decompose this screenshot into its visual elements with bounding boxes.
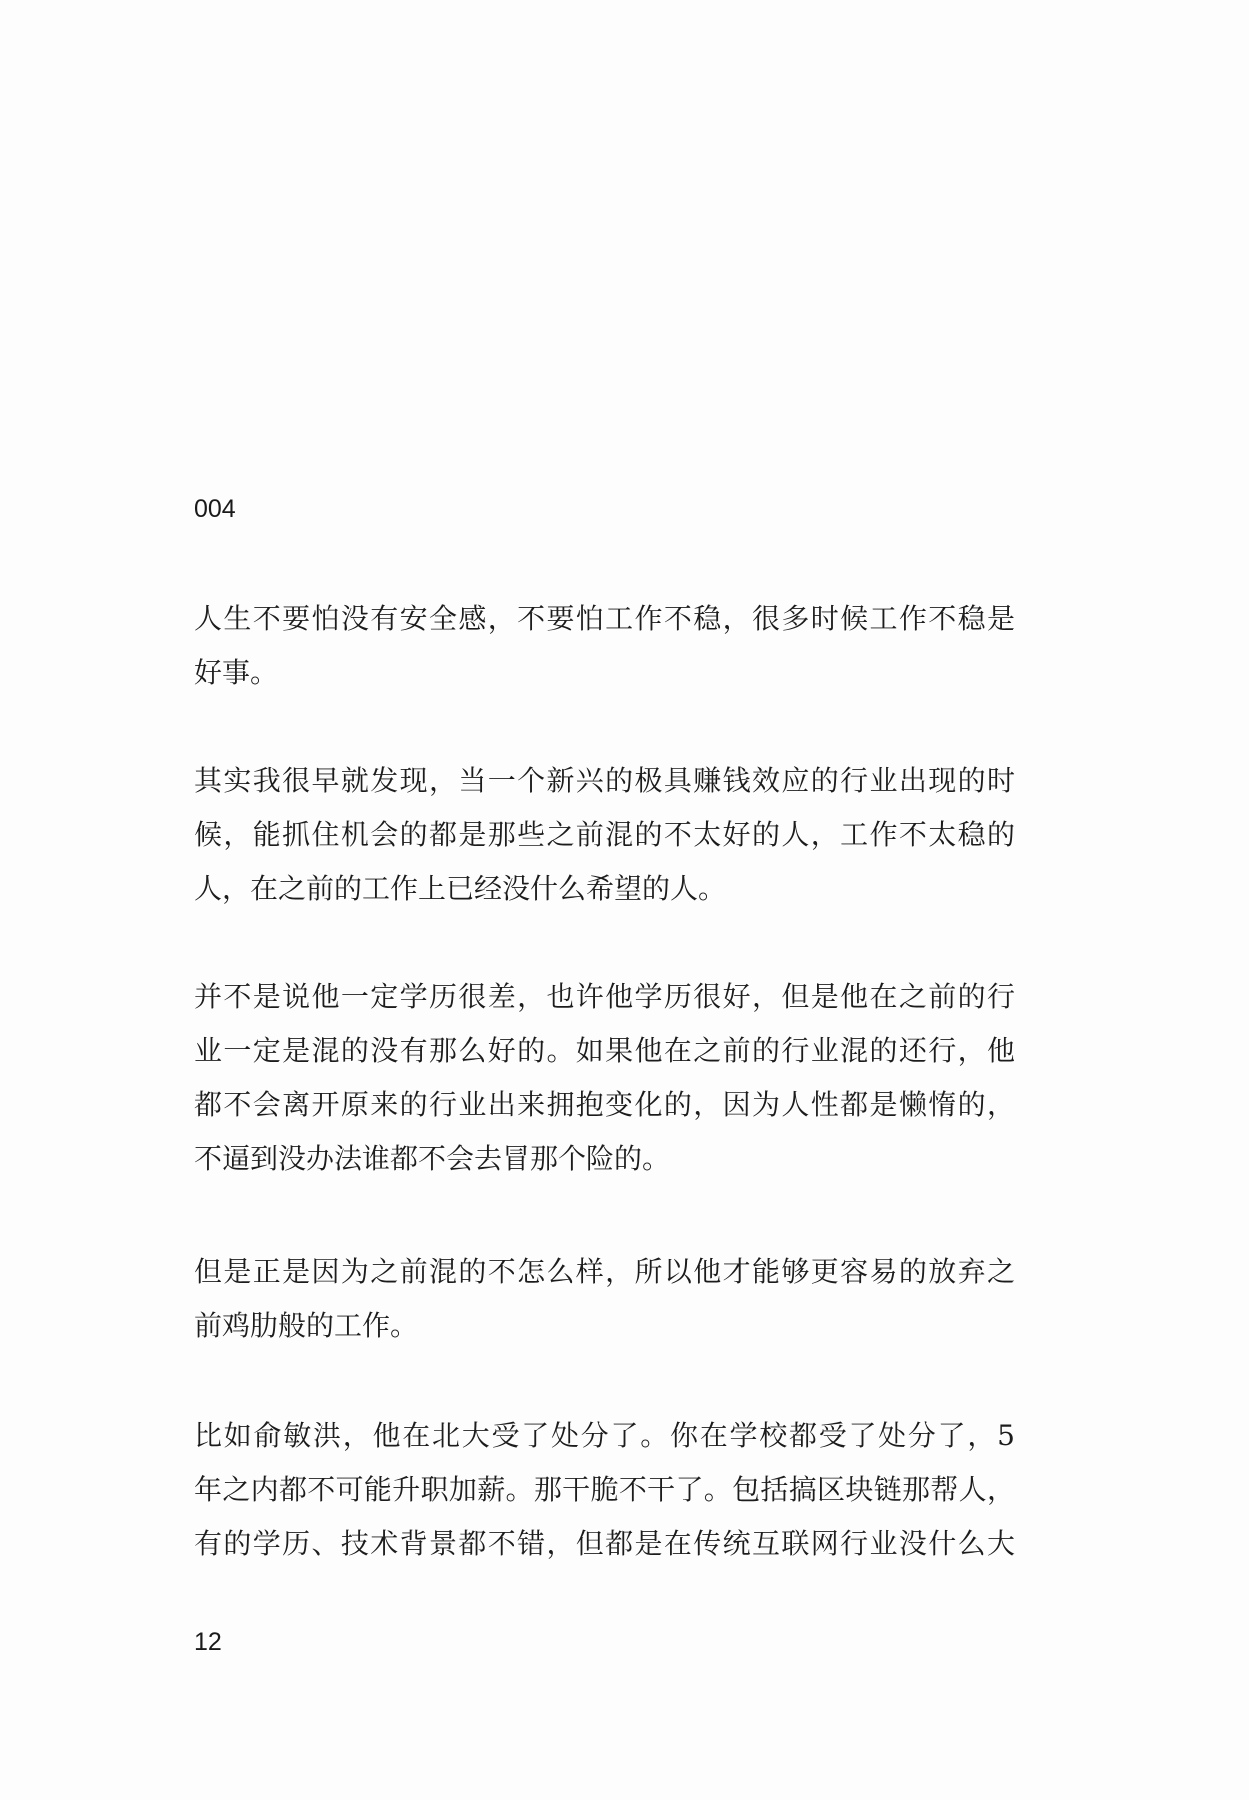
- paragraph-line: 但是正是因为之前混的不怎么样，所以他才能够更容易的放弃之: [194, 1255, 1015, 1288]
- paragraph-4: [194, 1245, 1015, 1353]
- paragraph-line: 好事。: [194, 656, 279, 689]
- paragraph-3: [194, 970, 1015, 1186]
- paragraph-line: 比如俞敏洪，他在北大受了处分了。你在学校都受了处分了，5: [194, 1419, 1015, 1452]
- page-number: 12: [194, 1628, 222, 1656]
- paragraph-line: 业一定是混的没有那么好的。如果他在之前的行业混的还行，他: [194, 1034, 1015, 1067]
- paragraph-line: 人生不要怕没有安全感，不要怕工作不稳，很多时候工作不稳是: [194, 602, 1015, 635]
- section-number: 004: [194, 495, 236, 523]
- paragraph-line: 前鸡肋般的工作。: [194, 1309, 419, 1342]
- paragraph-line: 人，在之前的工作上已经没什么希望的人。: [194, 872, 727, 905]
- paragraph-2: [194, 754, 1015, 916]
- paragraph-line: 有的学历、技术背景都不错，但都是在传统互联网行业没什么大: [194, 1527, 1015, 1560]
- paragraph-1: [194, 592, 1015, 700]
- paragraph-5: [194, 1409, 1015, 1571]
- paragraph-line: 都不会离开原来的行业出来拥抱变化的，因为人性都是懒惰的，: [194, 1088, 1015, 1121]
- paragraph-line: 年之内都不可能升职加薪。那干脆不干了。包括搞区块链那帮人，: [194, 1473, 1015, 1506]
- paragraph-line: 候，能抓住机会的都是那些之前混的不太好的人，工作不太稳的: [194, 818, 1015, 851]
- paragraph-line: 并不是说他一定学历很差，也许他学历很好，但是他在之前的行: [194, 980, 1015, 1013]
- paragraph-line: 其实我很早就发现，当一个新兴的极具赚钱效应的行业出现的时: [194, 764, 1015, 797]
- paragraph-line: 不逼到没办法谁都不会去冒那个险的。: [194, 1142, 671, 1175]
